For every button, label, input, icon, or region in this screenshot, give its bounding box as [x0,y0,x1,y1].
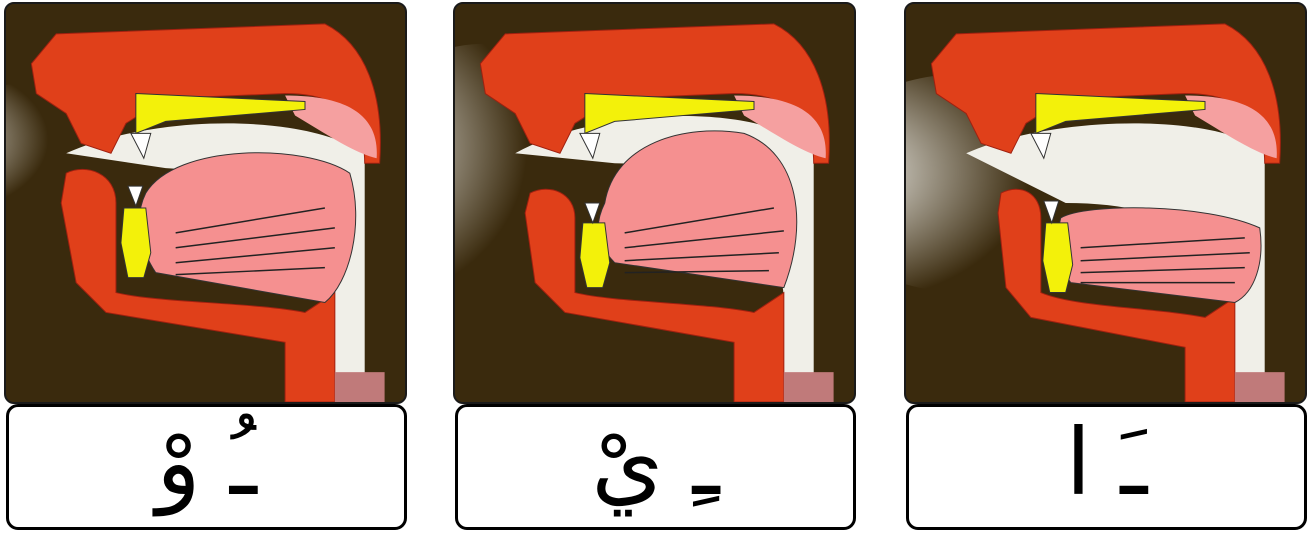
waw-label: ـُ وْ [156,409,257,516]
waw-articulation-diagram [4,2,407,404]
trachea [1235,372,1285,402]
alif-card [902,0,1307,536]
mouth-cross-section-ya [455,4,854,402]
lower-jaw-bone [580,223,610,288]
lower-jaw-bone [1043,223,1073,293]
alif-label: ـَ ا [1065,409,1148,516]
mouth-cross-section-alif [906,4,1305,402]
alif-label-box [906,404,1307,530]
alif-articulation-diagram [904,2,1307,404]
trachea [335,372,385,402]
ya-label: ـِ يْ [591,409,720,516]
mouth-cross-section-waw [6,4,405,402]
ya-label-box [455,404,856,530]
ya-articulation-diagram [453,2,856,404]
waw-card [2,0,407,536]
trachea [784,372,834,402]
lower-jaw-bone [121,208,151,278]
waw-label-box [6,404,407,530]
ya-card [451,0,856,536]
